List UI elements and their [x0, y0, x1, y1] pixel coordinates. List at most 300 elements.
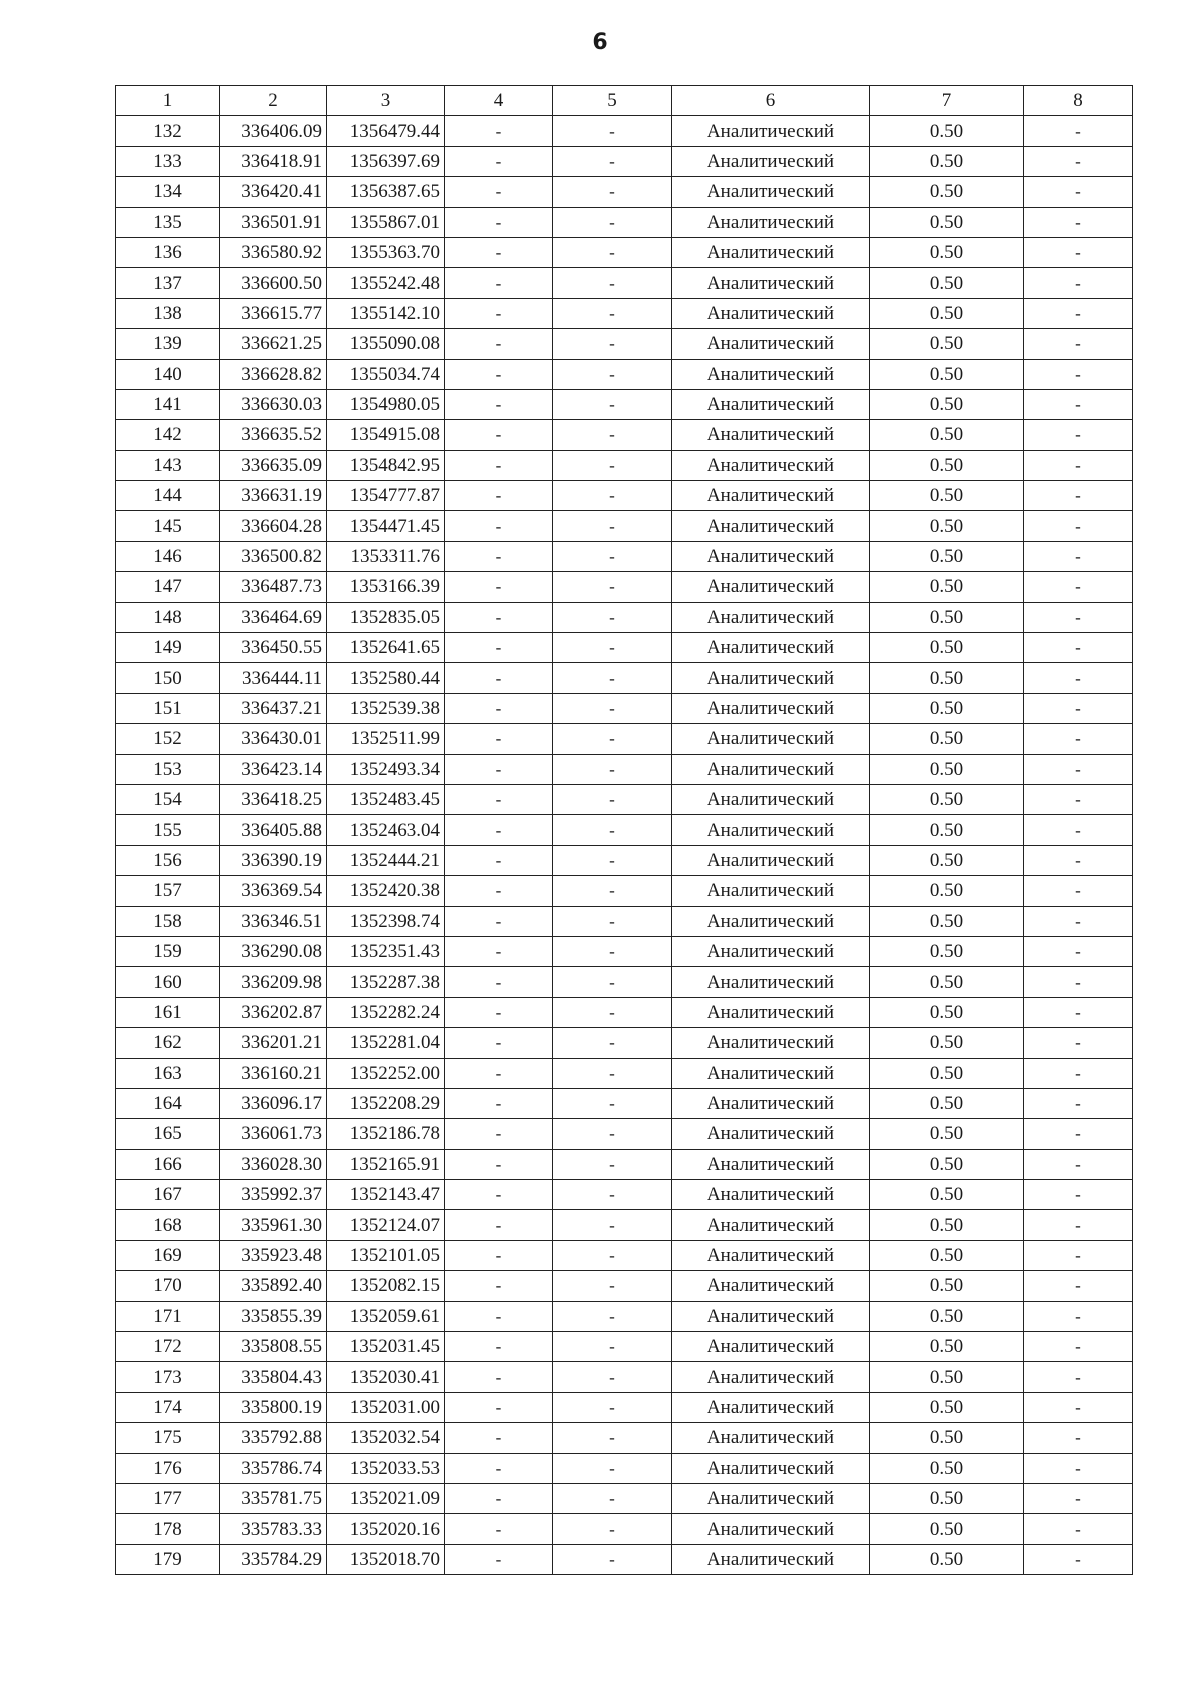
col-8-cell: - [1024, 1119, 1133, 1149]
col-4-cell: - [445, 663, 553, 693]
method-cell: Аналитический [672, 1240, 870, 1270]
col-4-cell: - [445, 511, 553, 541]
y-coordinate-cell: 1352059.61 [327, 1301, 445, 1331]
col-8-cell: - [1024, 298, 1133, 328]
accuracy-cell: 0.50 [870, 663, 1024, 693]
accuracy-cell: 0.50 [870, 967, 1024, 997]
accuracy-cell: 0.50 [870, 633, 1024, 663]
col-5-cell: - [553, 1210, 672, 1240]
col-4-cell: - [445, 1392, 553, 1422]
col-8-cell: - [1024, 1453, 1133, 1483]
accuracy-cell: 0.50 [870, 906, 1024, 936]
method-cell: Аналитический [672, 268, 870, 298]
accuracy-cell: 0.50 [870, 602, 1024, 632]
x-coordinate-cell: 335781.75 [220, 1483, 327, 1513]
col-8-cell: - [1024, 1514, 1133, 1544]
col-8-cell: - [1024, 1423, 1133, 1453]
method-cell: Аналитический [672, 663, 870, 693]
point-number-cell: 154 [116, 784, 220, 814]
col-4-cell: - [445, 237, 553, 267]
col-4-cell: - [445, 116, 553, 146]
col-4-cell: - [445, 724, 553, 754]
point-number-cell: 136 [116, 237, 220, 267]
table-row [116, 207, 1133, 237]
col-8-cell: - [1024, 541, 1133, 571]
table-row [116, 1210, 1133, 1240]
y-coordinate-cell: 1352463.04 [327, 815, 445, 845]
col-5-cell: - [553, 1058, 672, 1088]
point-number-cell: 151 [116, 693, 220, 723]
table-row [116, 1301, 1133, 1331]
accuracy-cell: 0.50 [870, 1271, 1024, 1301]
table-row [116, 997, 1133, 1027]
x-coordinate-cell: 336437.21 [220, 693, 327, 723]
accuracy-cell: 0.50 [870, 389, 1024, 419]
point-number-cell: 160 [116, 967, 220, 997]
accuracy-cell: 0.50 [870, 1544, 1024, 1574]
accuracy-cell: 0.50 [870, 1362, 1024, 1392]
accuracy-cell: 0.50 [870, 572, 1024, 602]
column-header-7: 7 [870, 86, 1024, 116]
col-8-cell: - [1024, 754, 1133, 784]
col-4-cell: - [445, 420, 553, 450]
x-coordinate-cell: 336202.87 [220, 997, 327, 1027]
y-coordinate-cell: 1354915.08 [327, 420, 445, 450]
col-5-cell: - [553, 602, 672, 632]
y-coordinate-cell: 1352208.29 [327, 1088, 445, 1118]
y-coordinate-cell: 1352165.91 [327, 1149, 445, 1179]
x-coordinate-cell: 335892.40 [220, 1271, 327, 1301]
x-coordinate-cell: 336406.09 [220, 116, 327, 146]
column-header-4: 4 [445, 86, 553, 116]
point-number-cell: 179 [116, 1544, 220, 1574]
accuracy-cell: 0.50 [870, 511, 1024, 541]
col-4-cell: - [445, 207, 553, 237]
point-number-cell: 164 [116, 1088, 220, 1118]
accuracy-cell: 0.50 [870, 754, 1024, 784]
col-8-cell: - [1024, 663, 1133, 693]
y-coordinate-cell: 1352287.38 [327, 967, 445, 997]
y-coordinate-cell: 1352018.70 [327, 1544, 445, 1574]
col-5-cell: - [553, 116, 672, 146]
point-number-cell: 144 [116, 481, 220, 511]
col-4-cell: - [445, 359, 553, 389]
table-row [116, 1058, 1133, 1088]
col-8-cell: - [1024, 1180, 1133, 1210]
method-cell: Аналитический [672, 815, 870, 845]
col-5-cell: - [553, 298, 672, 328]
point-number-cell: 178 [116, 1514, 220, 1544]
col-4-cell: - [445, 967, 553, 997]
point-number-cell: 140 [116, 359, 220, 389]
table-row [116, 177, 1133, 207]
method-cell: Аналитический [672, 784, 870, 814]
col-4-cell: - [445, 298, 553, 328]
point-number-cell: 167 [116, 1180, 220, 1210]
col-4-cell: - [445, 1149, 553, 1179]
accuracy-cell: 0.50 [870, 997, 1024, 1027]
table-row [116, 146, 1133, 176]
col-4-cell: - [445, 1423, 553, 1453]
x-coordinate-cell: 336160.21 [220, 1058, 327, 1088]
y-coordinate-cell: 1354471.45 [327, 511, 445, 541]
col-8-cell: - [1024, 572, 1133, 602]
method-cell: Аналитический [672, 1392, 870, 1422]
y-coordinate-cell: 1352281.04 [327, 1028, 445, 1058]
point-number-cell: 173 [116, 1362, 220, 1392]
col-5-cell: - [553, 1119, 672, 1149]
col-8-cell: - [1024, 450, 1133, 480]
col-5-cell: - [553, 906, 672, 936]
col-5-cell: - [553, 146, 672, 176]
col-8-cell: - [1024, 389, 1133, 419]
table-body [116, 116, 1133, 1575]
y-coordinate-cell: 1355142.10 [327, 298, 445, 328]
method-cell: Аналитический [672, 1028, 870, 1058]
point-number-cell: 161 [116, 997, 220, 1027]
column-header-2: 2 [220, 86, 327, 116]
x-coordinate-cell: 336604.28 [220, 511, 327, 541]
x-coordinate-cell: 336209.98 [220, 967, 327, 997]
col-4-cell: - [445, 876, 553, 906]
y-coordinate-cell: 1352483.45 [327, 784, 445, 814]
method-cell: Аналитический [672, 633, 870, 663]
point-number-cell: 175 [116, 1423, 220, 1453]
x-coordinate-cell: 336635.09 [220, 450, 327, 480]
col-5-cell: - [553, 359, 672, 389]
col-4-cell: - [445, 1028, 553, 1058]
y-coordinate-cell: 1352444.21 [327, 845, 445, 875]
col-8-cell: - [1024, 876, 1133, 906]
method-cell: Аналитический [672, 1332, 870, 1362]
method-cell: Аналитический [672, 420, 870, 450]
col-8-cell: - [1024, 1210, 1133, 1240]
y-coordinate-cell: 1352580.44 [327, 663, 445, 693]
col-5-cell: - [553, 1362, 672, 1392]
method-cell: Аналитический [672, 1423, 870, 1453]
x-coordinate-cell: 336450.55 [220, 633, 327, 663]
col-8-cell: - [1024, 936, 1133, 966]
col-8-cell: - [1024, 1301, 1133, 1331]
col-5-cell: - [553, 207, 672, 237]
col-4-cell: - [445, 997, 553, 1027]
accuracy-cell: 0.50 [870, 784, 1024, 814]
x-coordinate-cell: 336028.30 [220, 1149, 327, 1179]
y-coordinate-cell: 1352186.78 [327, 1119, 445, 1149]
point-number-cell: 149 [116, 633, 220, 663]
table-row [116, 1362, 1133, 1392]
col-4-cell: - [445, 1240, 553, 1270]
x-coordinate-cell: 336487.73 [220, 572, 327, 602]
col-8-cell: - [1024, 177, 1133, 207]
table-row [116, 602, 1133, 632]
x-coordinate-cell: 335961.30 [220, 1210, 327, 1240]
table-row [116, 724, 1133, 754]
x-coordinate-cell: 335786.74 [220, 1453, 327, 1483]
col-8-cell: - [1024, 1028, 1133, 1058]
accuracy-cell: 0.50 [870, 1332, 1024, 1362]
y-coordinate-cell: 1354842.95 [327, 450, 445, 480]
col-5-cell: - [553, 663, 672, 693]
col-4-cell: - [445, 1180, 553, 1210]
x-coordinate-cell: 335992.37 [220, 1180, 327, 1210]
accuracy-cell: 0.50 [870, 1210, 1024, 1240]
accuracy-cell: 0.50 [870, 693, 1024, 723]
y-coordinate-cell: 1352539.38 [327, 693, 445, 723]
method-cell: Аналитический [672, 1119, 870, 1149]
method-cell: Аналитический [672, 1210, 870, 1240]
accuracy-cell: 0.50 [870, 1180, 1024, 1210]
col-8-cell: - [1024, 784, 1133, 814]
table-row [116, 845, 1133, 875]
table-row [116, 389, 1133, 419]
x-coordinate-cell: 336390.19 [220, 845, 327, 875]
col-5-cell: - [553, 1088, 672, 1118]
col-4-cell: - [445, 389, 553, 419]
y-coordinate-cell: 1352398.74 [327, 906, 445, 936]
table-row [116, 268, 1133, 298]
col-8-cell: - [1024, 724, 1133, 754]
point-number-cell: 163 [116, 1058, 220, 1088]
col-8-cell: - [1024, 1332, 1133, 1362]
col-4-cell: - [445, 815, 553, 845]
point-number-cell: 139 [116, 329, 220, 359]
accuracy-cell: 0.50 [870, 936, 1024, 966]
y-coordinate-cell: 1352351.43 [327, 936, 445, 966]
point-number-cell: 155 [116, 815, 220, 845]
y-coordinate-cell: 1356397.69 [327, 146, 445, 176]
method-cell: Аналитический [672, 1058, 870, 1088]
col-4-cell: - [445, 936, 553, 966]
point-number-cell: 162 [116, 1028, 220, 1058]
method-cell: Аналитический [672, 1544, 870, 1574]
x-coordinate-cell: 336621.25 [220, 329, 327, 359]
y-coordinate-cell: 1352641.65 [327, 633, 445, 663]
y-coordinate-cell: 1352020.16 [327, 1514, 445, 1544]
table-row [116, 784, 1133, 814]
table-row [116, 1483, 1133, 1513]
accuracy-cell: 0.50 [870, 724, 1024, 754]
accuracy-cell: 0.50 [870, 876, 1024, 906]
col-5-cell: - [553, 1453, 672, 1483]
y-coordinate-cell: 1352033.53 [327, 1453, 445, 1483]
col-8-cell: - [1024, 1544, 1133, 1574]
method-cell: Аналитический [672, 359, 870, 389]
method-cell: Аналитический [672, 906, 870, 936]
col-4-cell: - [445, 541, 553, 571]
y-coordinate-cell: 1352030.41 [327, 1362, 445, 1392]
col-5-cell: - [553, 1271, 672, 1301]
col-4-cell: - [445, 1058, 553, 1088]
y-coordinate-cell: 1352101.05 [327, 1240, 445, 1270]
accuracy-cell: 0.50 [870, 1149, 1024, 1179]
x-coordinate-cell: 336430.01 [220, 724, 327, 754]
table-row [116, 967, 1133, 997]
table-row [116, 298, 1133, 328]
col-8-cell: - [1024, 237, 1133, 267]
col-5-cell: - [553, 237, 672, 267]
col-5-cell: - [553, 511, 672, 541]
point-number-cell: 135 [116, 207, 220, 237]
method-cell: Аналитический [672, 845, 870, 875]
col-5-cell: - [553, 389, 672, 419]
table-row [116, 420, 1133, 450]
accuracy-cell: 0.50 [870, 146, 1024, 176]
y-coordinate-cell: 1352031.45 [327, 1332, 445, 1362]
y-coordinate-cell: 1354777.87 [327, 481, 445, 511]
col-4-cell: - [445, 572, 553, 602]
point-number-cell: 177 [116, 1483, 220, 1513]
col-8-cell: - [1024, 1058, 1133, 1088]
method-cell: Аналитический [672, 1180, 870, 1210]
col-8-cell: - [1024, 146, 1133, 176]
method-cell: Аналитический [672, 1453, 870, 1483]
point-number-cell: 166 [116, 1149, 220, 1179]
x-coordinate-cell: 336630.03 [220, 389, 327, 419]
y-coordinate-cell: 1354980.05 [327, 389, 445, 419]
col-5-cell: - [553, 1544, 672, 1574]
col-5-cell: - [553, 268, 672, 298]
col-4-cell: - [445, 146, 553, 176]
table-row [116, 815, 1133, 845]
y-coordinate-cell: 1353311.76 [327, 541, 445, 571]
point-number-cell: 145 [116, 511, 220, 541]
table-row [116, 754, 1133, 784]
method-cell: Аналитический [672, 1483, 870, 1513]
column-header-1: 1 [116, 86, 220, 116]
method-cell: Аналитический [672, 602, 870, 632]
table-row [116, 1119, 1133, 1149]
point-number-cell: 143 [116, 450, 220, 480]
x-coordinate-cell: 336405.88 [220, 815, 327, 845]
col-4-cell: - [445, 1271, 553, 1301]
point-number-cell: 174 [116, 1392, 220, 1422]
y-coordinate-cell: 1352021.09 [327, 1483, 445, 1513]
point-number-cell: 137 [116, 268, 220, 298]
col-5-cell: - [553, 815, 672, 845]
table-row [116, 511, 1133, 541]
col-5-cell: - [553, 1180, 672, 1210]
col-8-cell: - [1024, 420, 1133, 450]
accuracy-cell: 0.50 [870, 1514, 1024, 1544]
table-row [116, 1088, 1133, 1118]
col-5-cell: - [553, 1392, 672, 1422]
point-number-cell: 146 [116, 541, 220, 571]
x-coordinate-cell: 336501.91 [220, 207, 327, 237]
col-5-cell: - [553, 967, 672, 997]
point-number-cell: 158 [116, 906, 220, 936]
page-number: 6 [592, 30, 608, 55]
y-coordinate-cell: 1352420.38 [327, 876, 445, 906]
col-4-cell: - [445, 481, 553, 511]
accuracy-cell: 0.50 [870, 237, 1024, 267]
table-row [116, 1028, 1133, 1058]
col-4-cell: - [445, 450, 553, 480]
col-5-cell: - [553, 1240, 672, 1270]
y-coordinate-cell: 1352252.00 [327, 1058, 445, 1088]
col-5-cell: - [553, 876, 672, 906]
point-number-cell: 153 [116, 754, 220, 784]
col-8-cell: - [1024, 906, 1133, 936]
x-coordinate-cell: 335784.29 [220, 1544, 327, 1574]
y-coordinate-cell: 1352031.00 [327, 1392, 445, 1422]
col-5-cell: - [553, 754, 672, 784]
col-4-cell: - [445, 1119, 553, 1149]
method-cell: Аналитический [672, 1514, 870, 1544]
table-row [116, 1392, 1133, 1422]
accuracy-cell: 0.50 [870, 298, 1024, 328]
accuracy-cell: 0.50 [870, 116, 1024, 146]
col-8-cell: - [1024, 481, 1133, 511]
point-number-cell: 150 [116, 663, 220, 693]
point-number-cell: 132 [116, 116, 220, 146]
col-8-cell: - [1024, 1362, 1133, 1392]
col-4-cell: - [445, 906, 553, 936]
col-4-cell: - [445, 1332, 553, 1362]
accuracy-cell: 0.50 [870, 1240, 1024, 1270]
y-coordinate-cell: 1356479.44 [327, 116, 445, 146]
method-cell: Аналитический [672, 754, 870, 784]
accuracy-cell: 0.50 [870, 1301, 1024, 1331]
point-number-cell: 134 [116, 177, 220, 207]
point-number-cell: 171 [116, 1301, 220, 1331]
table-row [116, 329, 1133, 359]
method-cell: Аналитический [672, 116, 870, 146]
col-5-cell: - [553, 633, 672, 663]
col-5-cell: - [553, 845, 672, 875]
accuracy-cell: 0.50 [870, 481, 1024, 511]
col-8-cell: - [1024, 1271, 1133, 1301]
point-number-cell: 170 [116, 1271, 220, 1301]
column-header-6: 6 [672, 86, 870, 116]
method-cell: Аналитический [672, 1301, 870, 1331]
x-coordinate-cell: 336418.91 [220, 146, 327, 176]
x-coordinate-cell: 336420.41 [220, 177, 327, 207]
method-cell: Аналитический [672, 876, 870, 906]
col-8-cell: - [1024, 602, 1133, 632]
col-5-cell: - [553, 997, 672, 1027]
col-4-cell: - [445, 1301, 553, 1331]
x-coordinate-cell: 336464.69 [220, 602, 327, 632]
col-5-cell: - [553, 420, 672, 450]
col-8-cell: - [1024, 1483, 1133, 1513]
method-cell: Аналитический [672, 329, 870, 359]
x-coordinate-cell: 335855.39 [220, 1301, 327, 1331]
column-header-5: 5 [553, 86, 672, 116]
point-number-cell: 159 [116, 936, 220, 966]
x-coordinate-cell: 336444.11 [220, 663, 327, 693]
method-cell: Аналитический [672, 237, 870, 267]
table-row [116, 450, 1133, 480]
y-coordinate-cell: 1352143.47 [327, 1180, 445, 1210]
col-5-cell: - [553, 1423, 672, 1453]
y-coordinate-cell: 1353166.39 [327, 572, 445, 602]
col-4-cell: - [445, 1453, 553, 1483]
method-cell: Аналитический [672, 1271, 870, 1301]
col-5-cell: - [553, 450, 672, 480]
table-row [116, 116, 1133, 146]
point-number-cell: 142 [116, 420, 220, 450]
accuracy-cell: 0.50 [870, 329, 1024, 359]
method-cell: Аналитический [672, 967, 870, 997]
col-8-cell: - [1024, 1392, 1133, 1422]
table-row [116, 1453, 1133, 1483]
y-coordinate-cell: 1352282.24 [327, 997, 445, 1027]
table-row [116, 572, 1133, 602]
method-cell: Аналитический [672, 1149, 870, 1179]
col-8-cell: - [1024, 633, 1133, 663]
column-header-3: 3 [327, 86, 445, 116]
